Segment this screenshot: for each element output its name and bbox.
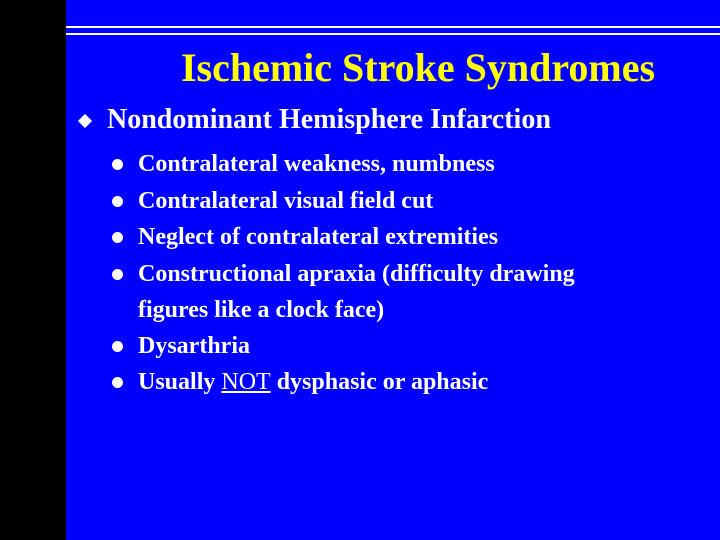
bullet-dot-icon xyxy=(112,269,123,280)
diamond-bullet-icon xyxy=(78,114,92,128)
list-item-text: Contralateral visual field cut xyxy=(138,187,434,214)
list-item xyxy=(112,256,692,328)
list-item-text-line-2: figures like a clock face) xyxy=(138,296,385,323)
second-rule xyxy=(66,33,720,35)
list-item-text: Dysarthria xyxy=(138,332,250,359)
list-item xyxy=(112,146,692,183)
list-item-text-before: Usually xyxy=(138,369,222,395)
top-rule xyxy=(66,26,720,28)
bullet-list xyxy=(112,146,692,401)
list-item-text-after: dysphasic or aphasic xyxy=(270,369,489,395)
slide-title: Ischemic Stroke Syndromes xyxy=(180,45,656,90)
list-item xyxy=(112,183,692,220)
bullet-dot-icon xyxy=(112,196,123,207)
bullet-dot-icon xyxy=(112,377,123,388)
list-item xyxy=(112,328,692,365)
side-band xyxy=(0,0,66,540)
list-item-text: Contralateral weakness, numbness xyxy=(138,151,495,177)
list-item-text-line-1: Constructional apraxia (difficulty drawing xyxy=(138,260,575,287)
heading-text: Nondominant Hemisphere Infarction xyxy=(107,104,551,135)
bullet-dot-icon xyxy=(112,341,123,352)
bullet-dot-icon xyxy=(112,159,123,170)
list-item xyxy=(112,219,692,256)
bullet-dot-icon xyxy=(112,232,123,243)
list-item-text: Neglect of contralateral extremities xyxy=(138,224,499,250)
emphasis-not: NOT xyxy=(221,369,271,395)
list-item xyxy=(112,364,692,401)
